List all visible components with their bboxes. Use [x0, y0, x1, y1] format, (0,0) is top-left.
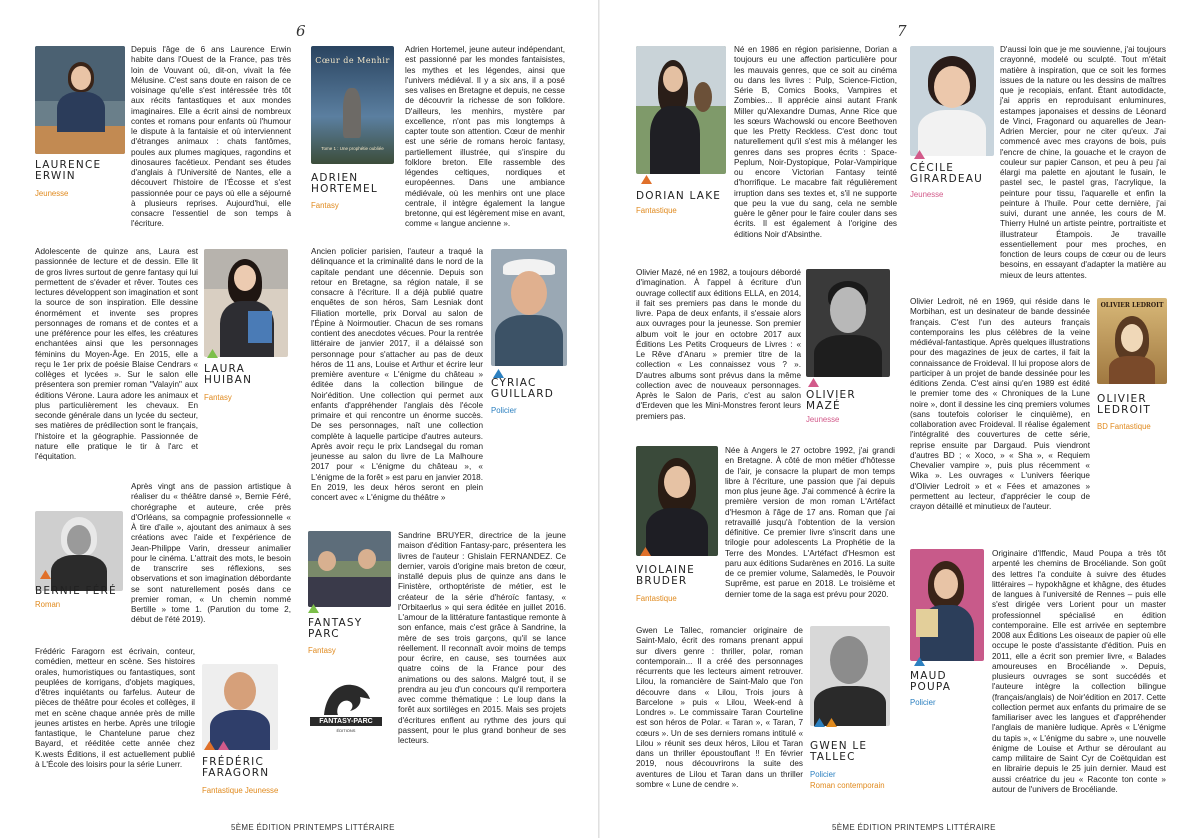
author-bio: Née à Angers le 27 octobre 1992, j'ai grandi en Bretagne. À côté de mon métier d'hôtesse de l'air, je consacre la plupart de mon temps libre à l'écriture, une passion que j'ai depuis mon plus jeune âge. J'ai commencé à écrire la première version de mon roman L'Artéfact d'Hesmon à l'âge de 17 ans. Roman que j'ai retravaillé jusqu'à l'obtention de la version définitive. Ce premier livre s'inscrit dans une trilogie pour adolescents La Prophétie de la Terre des Mondes. L'Artéfact d'Hesmon est paru aux éditions Sudarènes en 2016. La suite de ce premier volume, Salamedès, le Pouvoir Suprême, est parue en 2018. Le troisième et dernier tome de la saga est prévu pour 2020.: [725, 446, 895, 599]
author-bio: Sandrine BRUYER, directrice de la jeune maison d'édition Fantasy-parc, présentera les livres de l'auteur : Ghislain FERNANDEZ. Ce dernier, varois d'origine mais breton de cœur, installé depuis plus de quinze ans dans le Finistère, orthoptériste de métier, est le créateur de la série d'héroïc fantasy, « l'Orbitaerlus » qui sera éditée en juillet 2016. L'amour de la littérature fantastique remonte à son enfance, mais c'est grâce à Sandrine, la mère de ses trois garçons, qu'il se lance réellement. Il reconnaît avoir moins de temps pour écrire, en cause, ses tournées aux quatre coins de la France pour des animations ou des salons. Malgré tout, il se prendra au jeu d'un concours qu'il remportera avec comme thématique : Le loup dans la forêt aux sortilèges en 2015. Mais ses projets d'écritures enflent au rythme des jours qui passent, pour le plus grand bonheur de ses lecteurs.: [398, 531, 566, 745]
author-name: ADRIEN HORTEMEL: [311, 172, 378, 195]
genre-marker-icon: [808, 378, 819, 387]
author-name: VIOLAINE BRUDER: [636, 564, 696, 587]
author-bio: Adolescente de quinze ans, Laura est passionnée de lecture et de dessin. Elle lit de gros livres surtout de genre fantasy qui lui permettent de s'évader et rêver. Toutes ces lectures développent son imagination et sont la source de son inspiration. Elle dessine énormément et invente ses propres personnages de romans et de contes et a une préférence pour les elfes, les créatures enchantées ainsi que les personnages féminins du Moyen-Âge. En 2015, elle a reçu le 1er prix de poésie Blaise Cendrars « collèges et lycées ». Sur le salon elle présentera son premier roman "Valayin" aux éditions Vérone. Laura adore les animaux et plus particulièrement les chevaux. En seconde générale dans un lycée du secteur, ses matières de prédilection sont le français, l'histoire et la géographie. Passionnée de nature elle pratique le tir à l'arc et l'équitation.: [35, 247, 198, 461]
author-name: FANTASY PARC: [308, 617, 363, 640]
author-genre: Fantasy: [311, 201, 339, 210]
author-name: OLIVIER LEDROIT: [1097, 393, 1152, 416]
author-photo-laurence-erwin: [35, 46, 125, 154]
author-name: MAUD POUPA: [910, 670, 952, 693]
author-bio: Depuis l'âge de 6 ans Laurence Erwin habite dans l'Ouest de la France, pas très loin de Vouvant où, dit-on, vivait la fée Mélusine. C'est sans doute en raison de ce voisinage qu'elle s'est intéressée très tôt aux récits fantastiques et aux mondes imaginaires. Elle a écrit ainsi de nombreux contes et romans pour enfants où l'humour le dispute à la fantaisie et où interviennent d'étranges animaux : chats fantômes, poules aux plumes magiques, ragondins et dinosaures facétieux. Pendant ses études d'anglais à l'Université de Nantes, elle a découvert l'histoire de l'Écosse et s'est passionnée pour ce pays où elle a séjourné à plusieurs reprises. Aujourd'hui, elle consacre l'essentiel de son temps à l'écriture.: [131, 45, 291, 229]
author-bio: Après vingt ans de passion artistique à réaliser du « théâtre dansé », Bernie Féré, chorégraphe et auteure, crée près d'Orléans, sa compagnie professionnelle « À tire d'aile », ajoutant des animaux à ses créations avec l'aide et l'expérience de Jean-Philippe Varin, dresseur animalier pour le cinéma. L'attrait des mots, le besoin de transcrire ses réflexions, ses observations et son imagination débordante se sont naturellement posés dans ce premier roman, « Un chemin nommé Bertille » tome 1. (Parution du tome 2, début de l'été 2019).: [131, 482, 291, 625]
publisher-logo-text: FANTASY-PARC: [310, 717, 382, 726]
author-name: BERNIE FÉRÉ: [35, 585, 117, 597]
author-genre: Policier: [910, 698, 936, 707]
author-genre: Fantasy: [204, 393, 232, 402]
author-photo-olivier-maze: [806, 269, 890, 377]
author-genre: Policier: [491, 406, 517, 415]
page-number: 7: [897, 22, 907, 40]
author-bio: Né en 1986 en région parisienne, Dorian a toujours eu une affection particulière pour les mauvais genres, que ce soit au cinéma ou dans les livres : Pulp, Science-Fiction, Série B, Comics Books, Vampires et Zombies... Il apprécie ainsi autant Frank Miller qu'Alexandre Dumas, Anne Rice que les sœurs Wachowski ou encore Beethoven que les Pretty Reckless. C'est donc tout naturellement qu'il s'est mis à mélanger les genres dans ses propres écrits : Space-Peplum, Noir-Dystopique, Polar-Vampirique ou encore Victorian Fantasy teinté d'horrifique. Le macabre fait régulièrement irruption dans ses textes et, s'il ne supporte que peu la vue du sang, cela ne semble guère le gêner pour le faire couler dans ses écrits. Il est également à l'origine des éditions Noir d'Absinthe.: [734, 45, 897, 239]
author-name: LAURA HUIBAN: [204, 363, 253, 386]
author-name: OLIVIER MAZÉ: [806, 389, 856, 412]
author-bio: Olivier Ledroit, né en 1969, qui réside dans le Morbihan, est un desinateur de bande dessinée français. C'est l'un des auteurs français contemporains les plus célèbres de la veine médiéval-fantastique. Après quelques illustrations pour des magazines de jeux de cartes, il fait la connaissance de Froideval. Il lui propose alors de participer à un projet de bande dessinée pour les éditions Zenda. C'est ainsi qu'en 1989 est édité le premier tome des « Chroniques de la Lune noire », dont il dessine les cinq premiers volumes (sans toutefois coloriser le cinquième), en collaboration avec Froideval. Il réalise également l'intégralité des couvertures de cette série, reprise ensuite par Dargaud. Puis viendront d'autres BD ; « Xoco, » « Sha », « Requiem Chevalier vampire », puis plus récemment « Wika ». Les ouvrages « L'univers féerique d'Olivier Ledroit » et « Fées et amazones » permettent au lecteur, d'apprécier le coup de crayon détaillé et minutieux de l'auteur.: [910, 297, 1090, 511]
author-name: LAURENCE ERWIN: [35, 159, 102, 182]
author-photo-dorian-lake: [636, 46, 726, 174]
author-photo-fantasy-parc: [308, 531, 391, 607]
author-photo-cyriac-guillard: [491, 249, 567, 366]
author-genre: Fantastique Jeunesse: [202, 786, 279, 795]
author-bio: Originaire d'Iffendic, Maud Poupa a très tôt arpenté les chemins de Brocéliande. Son goût des lettres l'a conduite à suivre des études littéraires – hypokhâgne et khâgne, des études de langues à l'université de Rennes – puis elle s'est dirigée vers Lorient pour un master professionnel spécialisé en édition contemporaine. Elle est arrivée en septembre 2008 aux Éditions Les oiseaux de papier où elle occupe le poste d'assistante d'édition. Puis en 2011, elle a écrit son premier livre, « Balades amoureuses en Brocéliande ». Depuis, plusieurs ouvrages se sont succédés et l'auteure intègre la collection bilingue (français/anglais) de Noir'édition en 2017. Cette collection permet aux enfants du primaire de se familiariser avec les langues et d'appréhender l'anglais de manière ludique. Après « L'énigme du tapis », « L'énigme du sabre », une nouvelle énigme de Louise et Arthur se déroulant au camp militaire de Saint Cyr de Coëtquidan est en librairie depuis le 25 juin dernier. Maud est aussi créatrice du jeu « Raconte ton conte » autour de l'univers de Brocéliande.: [992, 549, 1166, 794]
author-genre: Jeunesse: [806, 415, 840, 424]
author-bio: D'aussi loin que je me souvienne, j'ai toujours crayonné, modelé ou sculpté. Tout m'était matière à inspiration, que ce soit les formes issues de la nature ou les dessins de maîtres que je recopiais, enfant. Étant autodidacte, j'ai appris en reproduisant enluminures, estampes japonaises et dessins de Léonard de Vinci, Fragonard ou aquarelles de Jean-Adrien Mercier, pour ne citer qu'eux. J'ai commencé avec mes crayons de bois, puis l'encre de chine, la gouache et le crayon de couleur sur papier Canson, et peu à peu j'ai élargi ma palette en ajoutant le fusain, le pastel sec, le pastel gras, l'acrylique, la peinture pour tissu, l'aquarelle et enfin la peinture à l'huile. Pour cette dernière, j'ai suivi, durant une année, les cours de M. Thierry Hulné un artiste peintre, portraitiste et illustrateur Étampois. Je travaille essentiellement pour mes proches, en fonction de leurs coups de cœur ou de leurs besoins, en essayant d'adapter la matière au mieux de leurs attentes.: [1000, 45, 1166, 280]
author-genre: Roman: [35, 600, 61, 609]
genre-marker-icon: [641, 175, 652, 184]
author-photo-violaine-bruder: [636, 446, 718, 556]
book-cover-olivier-ledroit: [1097, 298, 1167, 384]
book-title: OLIVIER LEDROIT: [1100, 302, 1164, 309]
author-genre: Fantastique: [636, 594, 677, 603]
author-bio: Frédéric Faragorn est écrivain, conteur, comédien, metteur en scène. Ses histoires orales, humoristiques ou fantastiques, sont peuplées de korrigans, d'objets magiques, d'êtres inquiétants ou farfelus. Auteur de pièces de théâtre pour écoles et collèges, il met en scène chaque année près de mille jeunes artistes en herbe. Après une trilogie fantastique, le Chantelune parue chez Bayard, et rééditée cette année chez K.wests Éditions, il est actuellement publié à L'École des loisirs pour la série Lunerr.: [35, 647, 195, 769]
author-genre: Jeunesse: [910, 190, 944, 199]
author-genre: BD Fantastique: [1097, 422, 1151, 431]
author-bio: Olivier Mazé, né en 1982, a toujours débordé d'imagination. À l'appel à écriture d'un ouvrage collectif aux éditions ELLA, en 2014, il fait ses premiers pas dans le monde du livre. Papa de deux enfants, il s'essaie alors aux ouvrages pour la jeunesse. Son premier album voit le jour en octobre 2017 aux Éditions Les Petits Croqueurs de Livres : « Le Rêve d'Anaru » premier titre de la collection « Les connaissez vous ? ». D'autres albums sont prévus dans la même collection avec de nouveaux personnages. Après le Salon de Paris, c'est au salon d'Erdeven que les Mini-Monstres feront leurs premiers pas.: [636, 268, 801, 421]
author-bio: Adrien Hortemel, jeune auteur indépendant, est passionné par les mondes fantaisistes, les mythes et les légendes, ainsi que l'univers médiéval. Il y a six ans, il a posé ses valises en Bretagne et depuis, ne cesse de découvrir la richesse de son folklore. D'ailleurs, les menhirs, mystère par excellence, n'ont pas mis longtemps à capter toute son attention. Cœur de menhir est une série de romans heroic fantasy, partiellement illustrée, qui s'inspire du folklore breton. Elle rassemble des légendes celtiques, nordiques et européennes. Dans une ambiance médiévale, où les menhirs ont une place centrale, il intègre également la langue bretonne, qui est légèrement mise en avant, comme « langue ancienne ».: [405, 45, 565, 229]
book-subtitle: Tome 1 : Une prophétie oubliée: [321, 146, 384, 151]
author-genre: Policier: [810, 770, 836, 779]
author-photo-gwen-le-tallec: [810, 626, 890, 726]
author-genre: Jeunesse: [35, 189, 69, 198]
author-photo-bernie-fere: [35, 511, 123, 591]
page-number: 6: [296, 22, 306, 40]
publisher-logo-subtext: ÉDITIONS: [336, 728, 356, 733]
book-cover-coeur-de-menhir: [311, 46, 394, 164]
author-photo-cecile-girardeau: [910, 46, 994, 156]
book-title: Cœur de Menhir: [315, 56, 390, 65]
author-name: FRÉDÉRIC FARAGORN: [202, 756, 270, 779]
author-photo-laura-huiban: [204, 249, 288, 357]
page-footer: 5ÈME ÉDITION PRINTEMPS LITTÉRAIRE: [231, 823, 395, 832]
author-name: GWEN LE TALLEC: [810, 740, 868, 763]
author-bio: Ancien policier parisien, l'auteur a traqué la délinquance et la criminalité dans le nord de la capitale pendant une décennie. Depuis son retour en Bretagne, sa région natale, il se consacre à l'écriture. Il a déjà publié quatre enquêtes de son héros, Sam Lesniak dont Filiation mortelle, prix Dorval au salon de l'Épine à Noirmoutier. Chacun de ses romans contient des anecdotes vécues. Pour la rentrée littéraire de janvier 2017, il a délaissé son personnage pour s'attacher au pas de deux héros de 11 ans, Louise et Arthur et écrire leur première aventure « L'énigme du château » éditée dans la collection bilingue de Noir'édition. Une collection qui permet aux enfants d'appréhender l'anglais dès l'école primaire et qui rencontre un énorme succès. De ses personnages, naît une collection complète à laquelle participe d'autres auteurs. Après avoir reçu le prix Landsegal du roman jeunesse au salon du livre de La Malhoure 2017 pour « L'énigme du château », « L'énigme de la forêt » est paru en janvier 2018. En 2019, les deux héros seront en plein concert avec « L'énigme du théâtre »: [311, 247, 483, 502]
author-photo-frederic-faragorn: [202, 664, 278, 750]
author-name: DORIAN LAKE: [636, 190, 722, 202]
author-genre-secondary: Roman contemporain: [810, 781, 885, 790]
author-name: CYRIAC GUILLARD: [491, 377, 555, 400]
author-photo-maud-poupa: [910, 549, 984, 661]
author-bio: Gwen Le Tallec, romancier originaire de Saint-Malo, écrit des romans prenant appui sur divers genre : thriller, polar, roman contemporain... Il a créé des personnages récurrents que les lecteurs aiment retrouver. Lilou, la romancière de Saint-Malo que l'on découvre dans « Lilou, Trois jours à Barcelone » puis « Lilou, Week-end à Londres ». Le commissaire Taran Courteline est son héros de Polar. « Taran », « Taran, 7 cœurs ». Un de ses derniers romans intitulé « Lilou » réunit ses deux héros, Lilou et Taran dans un thriller époustouflant !! En février 2019, nous découvrirons la suite des aventures de Lilou et Taran dans un thriller sombre « Lune de cendre ».: [636, 626, 803, 789]
page-footer: 5ÈME ÉDITION PRINTEMPS LITTÉRAIRE: [832, 823, 996, 832]
author-name: CÉCILE GIRARDEAU: [910, 162, 983, 185]
publisher-logo: [316, 675, 376, 735]
right-page: [600, 0, 1200, 838]
author-genre: Fantasy: [308, 646, 336, 655]
author-genre: Fantastique: [636, 206, 677, 215]
